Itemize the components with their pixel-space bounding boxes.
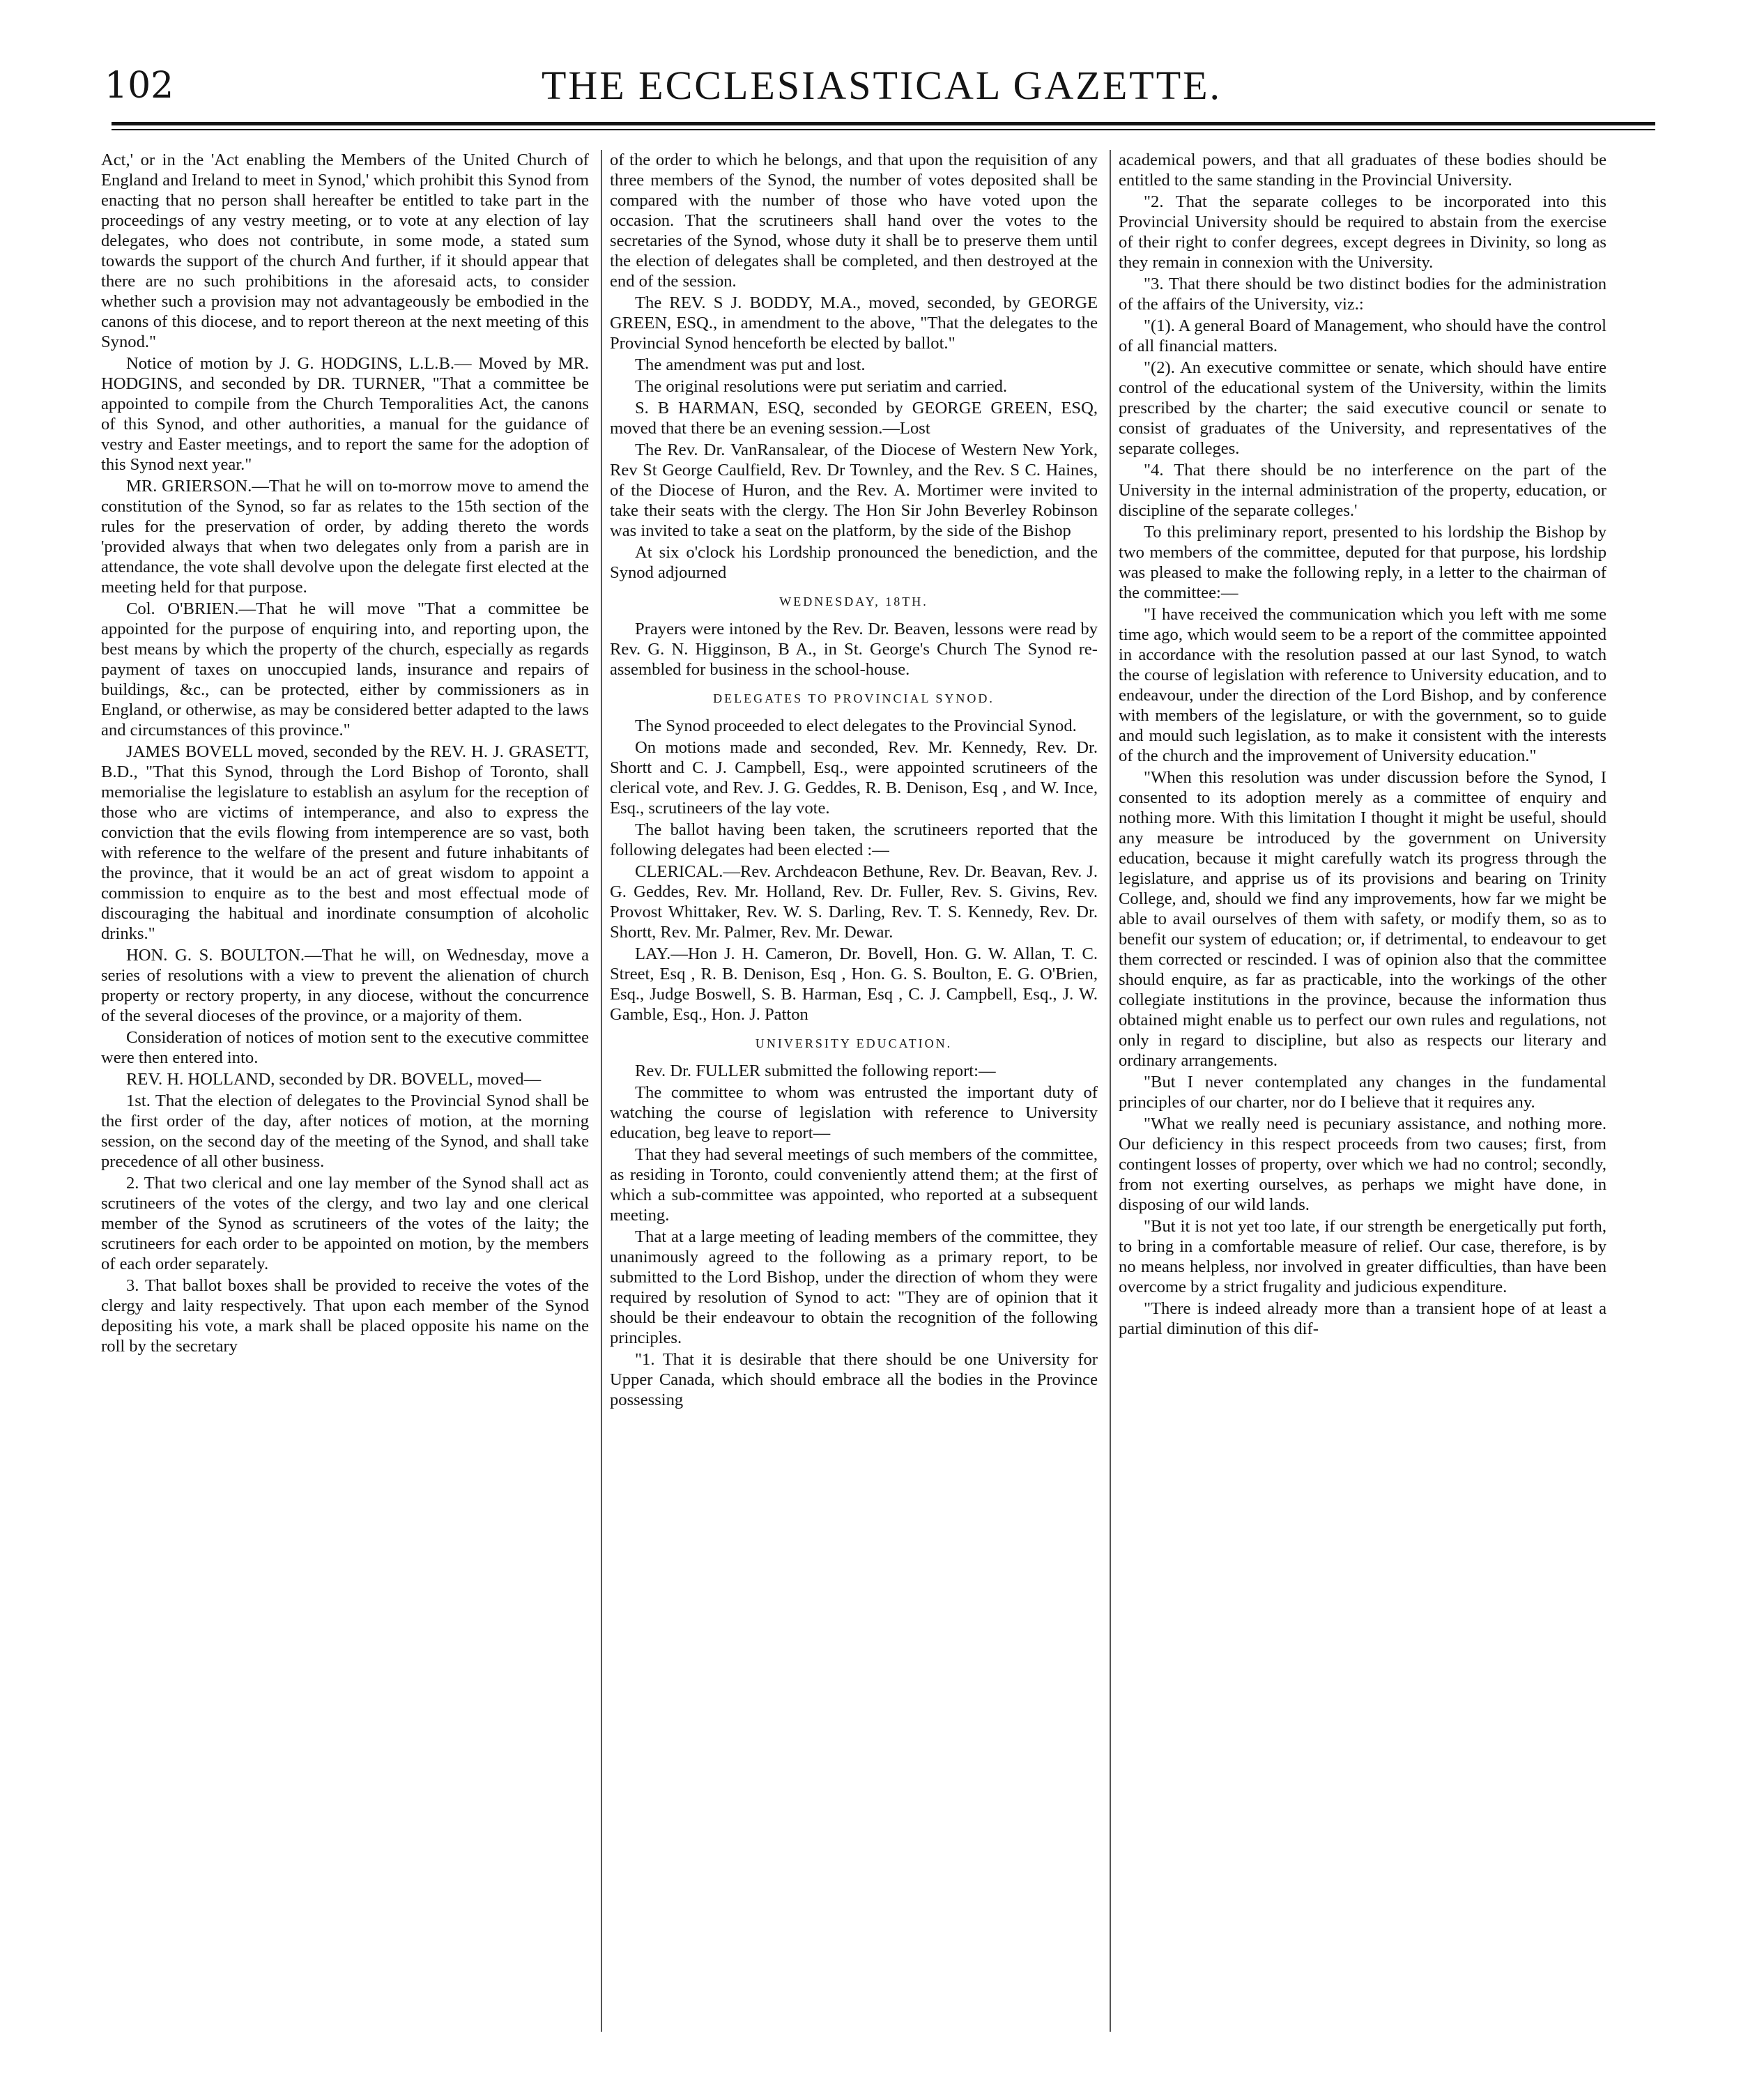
paragraph: LAY.—Hon J. H. Cameron, Dr. Bovell, Hon. G. W. Allan, T. C. Street, Esq , R. B. Denison, Esq , Hon. G. S. Boulton, E. G. O'Brien, Esq., Judge Boswell, S. B. Harman, Esq , C. J. Campbell, Esq., J. W. Gamble, Esq., Hon. J. Patton (610, 944, 1098, 1024)
paragraph: 2. That two clerical and one lay member of the Synod shall act as scrutineers of the votes of the clergy, and two lay and one clerical member of the Synod as scrutineers of the votes of the laity; the scrutineers for each order to be appointed on motion, by the members of each order separately. (101, 1174, 589, 1273)
paragraph: of the order to which he belongs, and that upon the requisition of any three members of the Synod, the number of votes deposited shall be compared with the number of those who have voted upon the occasion. That the scrutineers shall hand over the votes to the secretaries of the Synod, whose duty it shall be to preserve them until the election of delegates shall be completed, and then destroyed at the end of the session. (610, 151, 1098, 291)
paragraph: HON. G. S. BOULTON.—That he will, on Wednesday, move a series of resolutions with a view to prevent the alienation of church property or rectory property, in any diocese, without the concurrence of the several dioceses of the province, or a majority of them. (101, 946, 589, 1025)
paragraph: The ballot having been taken, the scrutineers reported that the following delegates had been elected :— (610, 820, 1098, 859)
paragraph: Prayers were intoned by the Rev. Dr. Beaven, lessons were read by Rev. G. N. Higginson, B A., in St. George's Church The Synod re-assembled for business in the school-house. (610, 620, 1098, 679)
paragraph: That they had several meetings of such members of the committee, as residing in Toronto, could conveniently attend them; at the first of which a sub-committee was appointed, who reported at a subsequent meeting. (610, 1145, 1098, 1225)
section-heading-wednesday: WEDNESDAY, 18TH. (779, 595, 928, 608)
paragraph: "2. That the separate colleges to be incorporated into this Provincial University should be required to abstain from the exercise of their right to confer degrees, except degrees in Divinity, so long as they remain in connexion with the University. (1119, 192, 1606, 272)
paragraph: "When this resolution was under discussion before the Synod, I consented to its adoption merely as a committee of enquiry and nothing more. With this limitation I thought it might be useful, should any measure be introduced by the government on University education, because it might carefully watch its progress through the legislature, and apprise us of its provisions and bearing on Trinity College, and, should we find any improvements, how far we might be able to avail ourselves of them with safety, or modify them, so as to benefit our system of education; or, if detrimental, to endeavour to get them corrected or rescinded. I was of opinion also that the committee should enquire, as far as practicable, into the workings of the other collegiate institutions in the province, because the information thus obtained might enable us to perfect our own rules and regulations, not only in regard to discipline, but also as respects our literary and ordinary arrangements. (1119, 768, 1606, 1070)
paragraph: 3. That ballot boxes shall be provided to receive the votes of the clergy and laity respectively. That upon each member of the Synod depositing his vote, a mark shall be placed opposite his name on the roll by the secretary (101, 1276, 589, 1356)
paragraph: "What we really need is pecuniary assistance, and nothing more. Our deficiency in this respect proceeds from two causes; first, from contingent losses of property, over which we had no control; secondly, from not exerting ourselves, as perhaps we might have done, in disposing of our wild lands. (1119, 1114, 1606, 1214)
paragraph: JAMES BOVELL moved, seconded by the REV. H. J. GRASETT, B.D., "That this Synod, through the Lord Bishop of Toronto, shall memorialise the legislature to establish an asylum for the reception of those who are victims of intemperance, and also to express the conviction that the evils flowing from intemperence are so vast, both with reference to the welfare of the present and future inhabitants of the province, that it would be an act of great wisdom to appoint a commission to enquire as to the best and most effectual mode of discouraging the habitual and inordinate consumption of alcoholic drinks." (101, 742, 589, 943)
paragraph: academical powers, and that all graduates of these bodies should be entitled to the same standing in the Provincial University. (1119, 151, 1606, 190)
paragraph: "4. That there should be no interference on the part of the University in the internal administration of the property, education, or discipline of the separate colleges.' (1119, 461, 1606, 520)
paragraph: At six o'clock his Lordship pronounced the benediction, and the Synod adjourned (610, 543, 1098, 582)
paragraph: MR. GRIERSON.—That he will on to-morrow move to amend the constitution of the Synod, so far as relates to the 15th section of the rules for the preservation of order, by adding thereto the words 'provided always that when two delegates only from a parish are in attendance, the vote shall devolve upon the delegate first elected at the meeting held for that purpose. (101, 477, 589, 597)
paragraph: To this preliminary report, presented to his lordship the Bishop by two members of the committee, deputed for that purpose, his lordship was pleased to make the following reply, in a letter to the chairman of the committee:— (1119, 523, 1606, 602)
paragraph: Consideration of notices of motion sent to the executive committee were then entered into. (101, 1028, 589, 1067)
paragraph: Act,' or in the 'Act enabling the Members of the United Church of England and Ireland to meet in Synod,' which prohibit this Synod from enacting that no person shall hereafter be entitled to take part in the proceedings of any vestry meeting, or to vote at any election of lay delegates, who does not contribute, in some mode, a stated sum towards the support of the church And further, if it should appear that there are no such prohibitions in the aforesaid acts, to consider whether such a provision may not advantageously be embodied in the canons of this diocese, and to report thereon at the next meeting of this Synod." (101, 151, 589, 351)
column-middle (610, 150, 1098, 2032)
paragraph: 1st. That the election of delegates to the Provincial Synod shall be the first order of the day, after notices of motion, at the morning session, on the second day of the meeting of the Synod, and shall take precedence of all other business. (101, 1091, 589, 1171)
paragraph: On motions made and seconded, Rev. Mr. Kennedy, Rev. Dr. Shortt and C. J. Campbell, Esq., were appointed scrutineers of the clerical vote, and Rev. J. G. Geddes, R. B. Denison, Esq , and W. Ince, Esq., scrutineers of the lay vote. (610, 738, 1098, 818)
gazette-title: THE ECCLESIASTICAL GAZETTE. (541, 63, 1222, 108)
paragraph: Rev. Dr. FULLER submitted the following report:— (635, 1062, 996, 1080)
column-right (1119, 150, 1606, 2032)
paragraph: "3. That there should be two distinct bodies for the administration of the affairs of the University, viz.: (1119, 275, 1606, 314)
paragraph: The REV. S J. BODDY, M.A., moved, seconded, by GEORGE GREEN, ESQ., in amendment to the above, "That the delegates to the Provincial Synod henceforth be elected by ballot." (610, 293, 1098, 353)
paragraph: "There is indeed already more than a transient hope of at least a partial diminution of this dif- (1119, 1299, 1606, 1338)
column-divider (601, 150, 602, 2032)
paragraph: The committee to whom was entrusted the important duty of watching the course of legislation with reference to University education, beg leave to report— (610, 1083, 1098, 1142)
paragraph: "But I never contemplated any changes in the fundamental principles of our charter, nor do I believe that it requires any. (1119, 1073, 1606, 1112)
masthead (105, 61, 1659, 110)
paragraph: "I have received the communication which you left with me some time ago, which would seem to be a report of the committee appointed in accordance with the resolution passed at our last Synod, to watch the course of legislation with reference to University education, and to endeavour, under the direction of the Lord Bishop, and by conference with members of the legislature, or with the government, so to guide and mould such legislation, as to make it consistent with the interests of the church and the improvement of University education." (1119, 605, 1606, 765)
section-heading-delegates: DELEGATES TO PROVINCIAL SYNOD. (713, 691, 995, 705)
paragraph: CLERICAL.—Rev. Archdeacon Bethune, Rev. Dr. Beavan, Rev. J. G. Geddes, Rev. Mr. Holland, Rev. Dr. Fuller, Rev. S. Givins, Rev. Provost Whittaker, Rev. W. S. Darling, Rev. T. S. Kennedy, Rev. Dr. Shortt, Rev. Mr. Palmer, Rev. Mr. Dewar. (610, 862, 1098, 942)
paragraph: The amendment was put and lost. (635, 355, 866, 374)
paragraph: The Rev. Dr. VanRansalear, of the Diocese of Western New York, Rev St George Caulfield, Rev. Dr Townley, and the Rev. S C. Haines, of the Diocese of Huron, and the Rev. A. Mortimer were invited to take their seats with the clergy. The Hon Sir John Beverley Robinson was invited to take a seat on the platform, by the side of the Bishop (610, 440, 1098, 540)
paragraph: Notice of motion by J. G. HODGINS, L.L.B.— Moved by MR. HODGINS, and seconded by DR. TURNER, "That a committee be appointed to compile from the Church Temporalities Act, the canons of this Synod, and other authorities, a manual for the guidance of vestry and Easter meetings, and to report the same for the adoption of this Synod next year." (101, 354, 589, 474)
paragraph: "(2). An executive committee or senate, which should have entire control of the educational system of the University, within the limits prescribed by the charter; the said executive council or senate to consist of graduates of the University, and representatives of the separate colleges. (1119, 358, 1606, 458)
column-left (101, 150, 589, 2032)
paragraph: Col. O'BRIEN.—That he will move "That a committee be appointed for the purpose of enquiring into, and reporting upon, the best means by which the property of the church, especially as regards payment of taxes on unoccupied lands, insurance and repairs of buildings, &c., can be protected, either by commissioners as in England, or otherwise, as may be considered better adapted to the laws and circumstances of this province." (101, 599, 589, 740)
paragraph: The original resolutions were put seriatim and carried. (635, 377, 1008, 396)
paragraph: "But it is not yet too late, if our strength be energetically put forth, to bring in a comfortable measure of relief. Our case, therefore, is by no means helpless, nor involved in greater difficulties, than have been overcome by a strict frugality and judicious expenditure. (1119, 1217, 1606, 1296)
paragraph: REV. H. HOLLAND, seconded by DR. BOVELL, moved— (126, 1070, 542, 1089)
column-divider (1110, 150, 1111, 2032)
paragraph: "1. That it is desirable that there should be one University for Upper Canada, which should embrace all the bodies in the Province possessing (610, 1350, 1098, 1409)
paragraph: That at a large meeting of leading members of the committee, they unanimously agreed to the following as a primary report, to be submitted to the Lord Bishop, under the direction of whom they were required by resolution of Synod to act: "They are of opinion that it should be their endeavour to obtain the recognition of the following principles. (610, 1227, 1098, 1347)
header-rule-thin (112, 129, 1655, 130)
page-number: 102 (105, 65, 174, 107)
paragraph: S. B HARMAN, ESQ, seconded by GEORGE GREEN, ESQ, moved that there be an evening session.—Lost (610, 399, 1098, 438)
header-rule-thick (112, 122, 1655, 125)
paragraph: The Synod proceeded to elect delegates to the Provincial Synod. (635, 717, 1077, 735)
paragraph: "(1). A general Board of Management, who should have the control of all financial matters. (1119, 316, 1606, 355)
section-heading-university: UNIVERSITY EDUCATION. (755, 1036, 953, 1050)
